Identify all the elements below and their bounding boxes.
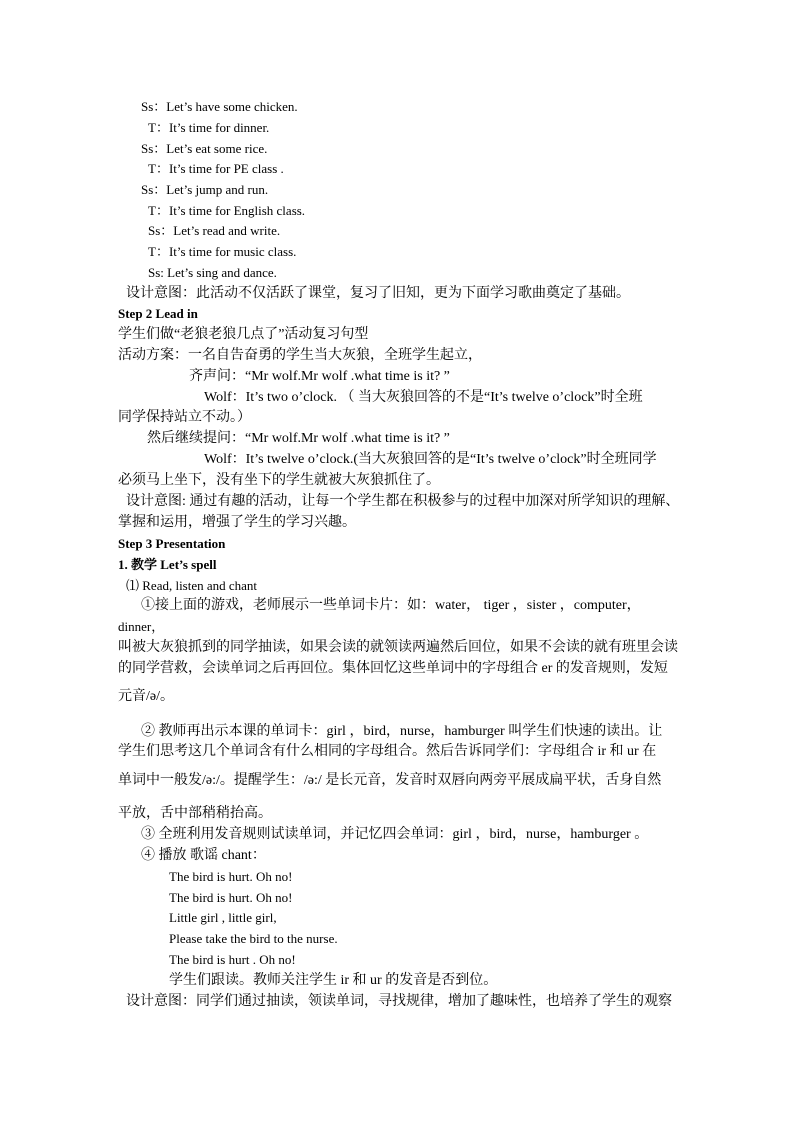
paragraph: 学生们跟读。教师关注学生 ir 和 ur 的发音是否到位。 bbox=[169, 973, 498, 988]
paragraph: Wolf：It’s two o’clock. （ 当大灰狼回答的不是“It’s twelve o’clock”时全班 bbox=[204, 390, 643, 405]
section-heading: Step 3 Presentation bbox=[118, 536, 226, 551]
design-intent: 设计意图: 通过有趣的活动，让每一个学生都在积极参与的过程中加深对所学知识的理解、 bbox=[126, 494, 680, 509]
design-intent: 设计意图：此活动不仅活跃了课堂，复习了旧知，更为下面学习歌曲奠定了基础。 bbox=[126, 286, 630, 301]
paragraph: Wolf：It’s twelve o’clock.(当大灰狼回答的是“It’s twelve o’clock”时全班同学 bbox=[204, 452, 657, 467]
chant-line: Little girl , little girl, bbox=[169, 910, 277, 925]
dialogue-line: Ss：Let’s eat some rice. bbox=[141, 141, 268, 156]
dialogue-line: Ss：Let’s jump and run. bbox=[141, 182, 269, 197]
paragraph: 齐声问：“Mr wolf.Mr wolf .what time is it? ” bbox=[189, 369, 450, 384]
paragraph: 的同学营救，会读单词之后再回位。集体回忆这些单词中的字母组合 er 的发音规则，发短 bbox=[118, 661, 668, 676]
paragraph: 单词中一般发/ə:/。提醒学生：/ə:/ 是长元音，发音时双唇向两旁平展成扁平状，舌身自然 bbox=[118, 773, 662, 788]
paragraph: ④ 播放 歌谣 chant： bbox=[141, 848, 266, 863]
paragraph: ①接上面的游戏，老师展示一些单词卡片：如：water， tiger ，sister ，computer， bbox=[141, 598, 641, 613]
paragraph: 然后继续提问：“Mr wolf.Mr wolf .what time is it? ” bbox=[147, 431, 450, 446]
paragraph: 元音/ə/。 bbox=[118, 689, 174, 704]
paragraph: 学生们思考这几个单词含有什么相同的字母组合。然后告诉同学们：字母组合 ir 和 ur 在 bbox=[118, 744, 657, 759]
dialogue-line: Ss：Let’s read and write. bbox=[148, 223, 281, 238]
section-heading: Step 2 Lead in bbox=[118, 306, 198, 321]
dialogue-line: Ss：Let’s have some chicken. bbox=[141, 99, 298, 114]
dialogue-line: T：It’s time for dinner. bbox=[148, 120, 270, 135]
paragraph: 必须马上坐下，没有坐下的学生就被大灰狼抓住了。 bbox=[118, 473, 440, 488]
dialogue-line: T：It’s time for English class. bbox=[148, 203, 306, 218]
paragraph: ③ 全班利用发音规则试读单词，并记忆四会单词：girl ，bird，nurse，hamburger 。 bbox=[141, 827, 649, 842]
paragraph: dinner， bbox=[118, 619, 165, 634]
paragraph: 叫被大灰狼抓到的同学抽读，如果会读的就领读两遍然后回位，如果不会读的就有班里会读 bbox=[118, 640, 678, 655]
chant-line: The bird is hurt. Oh no! bbox=[169, 890, 293, 905]
paragraph: 活动方案：一名自告奋勇的学生当大灰狼，全班学生起立， bbox=[118, 348, 482, 363]
chant-line: Please take the bird to the nurse. bbox=[169, 931, 338, 946]
paragraph: 平放，舌中部稍稍抬高。 bbox=[118, 806, 272, 821]
subsection-heading: 1. 教学 Let’s spell bbox=[118, 557, 217, 572]
design-intent: 设计意图：同学们通过抽读，领读单词，寻找规律，增加了趣味性，也培养了学生的观察 bbox=[126, 994, 672, 1009]
paragraph: 同学保持站立不动。） bbox=[118, 410, 251, 425]
paragraph: ② 教师再出示本课的单词卡：girl ，bird，nurse，hamburger 叫学生们快速的读出。让 bbox=[141, 724, 663, 739]
dialogue-line: T：It’s time for PE class . bbox=[148, 161, 284, 176]
chant-line: The bird is hurt. Oh no! bbox=[169, 869, 293, 884]
dialogue-line: T：It’s time for music class. bbox=[148, 244, 297, 259]
dialogue-line: Ss: Let’s sing and dance. bbox=[148, 265, 277, 280]
chant-line: The bird is hurt . Oh no! bbox=[169, 952, 296, 967]
paragraph: 学生们做“老狼老狼几点了”活动复习句型 bbox=[118, 327, 369, 342]
list-item: ⑴ Read, listen and chant bbox=[126, 578, 258, 593]
design-intent: 掌握和运用，增强了学生的学习兴趣。 bbox=[118, 515, 356, 530]
